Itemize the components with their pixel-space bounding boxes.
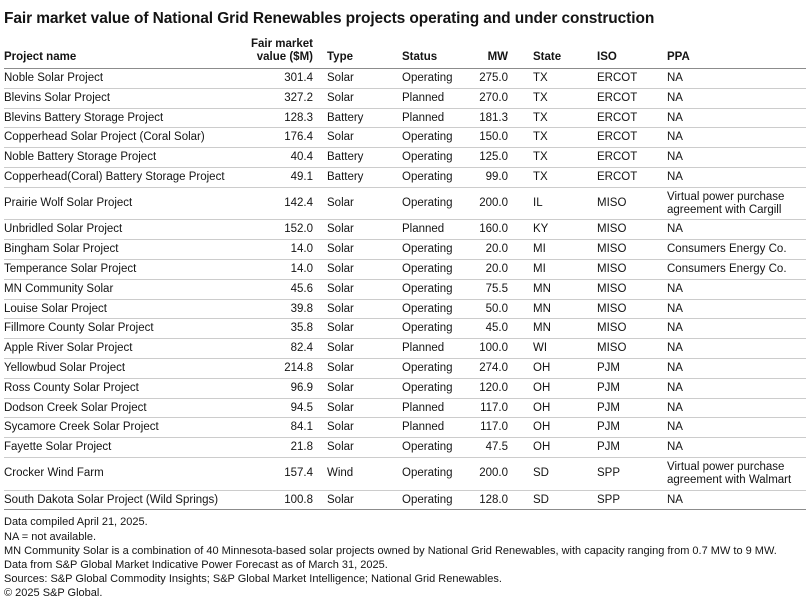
cell-status: Operating [398, 259, 474, 279]
cell-iso: MISO [593, 220, 663, 240]
table-body [4, 69, 806, 510]
cell-iso: MISO [593, 339, 663, 359]
cell-type: Solar [313, 490, 398, 510]
cell-ppa: Consumers Energy Co. [663, 240, 806, 260]
cell-mw: 117.0 [474, 418, 508, 438]
cell-type: Battery [313, 108, 398, 128]
cell-type: Solar [313, 438, 398, 458]
cell-status: Operating [398, 319, 474, 339]
cell-status: Operating [398, 128, 474, 148]
cell-mw: 50.0 [474, 299, 508, 319]
table-row [4, 187, 806, 220]
cell-state: OH [508, 378, 593, 398]
cell-status: Planned [398, 418, 474, 438]
footnote-line: Data compiled April 21, 2025. [4, 516, 148, 529]
cell-state: MN [508, 319, 593, 339]
footnote-line: © 2025 S&P Global. [4, 587, 103, 600]
cell-mw: 274.0 [474, 358, 508, 378]
cell-type: Solar [313, 69, 398, 89]
table-row [4, 339, 806, 359]
cell-project: Unbridled Solar Project [4, 220, 240, 240]
cell-state: TX [508, 128, 593, 148]
cell-state: IL [508, 187, 593, 220]
cell-ppa: NA [663, 319, 806, 339]
cell-state: TX [508, 167, 593, 187]
cell-ppa: Virtual power purchase agreement with Cargill [663, 187, 806, 220]
cell-fmv: 49.1 [240, 167, 313, 187]
cell-mw: 75.5 [474, 279, 508, 299]
cell-mw: 120.0 [474, 378, 508, 398]
cell-state: MI [508, 240, 593, 260]
footnotes [4, 515, 802, 600]
cell-state: OH [508, 438, 593, 458]
cell-type: Solar [313, 358, 398, 378]
cell-mw: 128.0 [474, 490, 508, 510]
cell-iso: MISO [593, 240, 663, 260]
cell-status: Operating [398, 167, 474, 187]
table-row [4, 259, 806, 279]
cell-fmv: 14.0 [240, 259, 313, 279]
column-header-status: Status [398, 38, 474, 69]
cell-project: Noble Solar Project [4, 69, 240, 89]
table-row [4, 490, 806, 510]
table-row [4, 418, 806, 438]
cell-type: Solar [313, 259, 398, 279]
cell-mw: 181.3 [474, 108, 508, 128]
cell-fmv: 176.4 [240, 128, 313, 148]
cell-fmv: 40.4 [240, 148, 313, 168]
cell-mw: 100.0 [474, 339, 508, 359]
cell-iso: PJM [593, 358, 663, 378]
cell-state: OH [508, 398, 593, 418]
cell-iso: SPP [593, 490, 663, 510]
cell-ppa: NA [663, 438, 806, 458]
table-row [4, 279, 806, 299]
cell-project: Yellowbud Solar Project [4, 358, 240, 378]
column-header-iso: ISO [593, 38, 663, 69]
cell-type: Solar [313, 128, 398, 148]
cell-iso: PJM [593, 398, 663, 418]
cell-iso: MISO [593, 187, 663, 220]
cell-type: Solar [313, 339, 398, 359]
cell-status: Operating [398, 69, 474, 89]
cell-state: TX [508, 69, 593, 89]
cell-project: Dodson Creek Solar Project [4, 398, 240, 418]
cell-status: Operating [398, 187, 474, 220]
cell-ppa: NA [663, 69, 806, 89]
cell-ppa: Virtual power purchase agreement with Walmart [663, 457, 806, 490]
page-title: Fair market value of National Grid Renewables projects operating and under construction [4, 10, 655, 27]
table-row [4, 378, 806, 398]
table-row [4, 358, 806, 378]
cell-type: Solar [313, 187, 398, 220]
cell-fmv: 94.5 [240, 398, 313, 418]
cell-fmv: 301.4 [240, 69, 313, 89]
cell-mw: 117.0 [474, 398, 508, 418]
cell-project: Ross County Solar Project [4, 378, 240, 398]
cell-project: Temperance Solar Project [4, 259, 240, 279]
table-row [4, 108, 806, 128]
cell-mw: 47.5 [474, 438, 508, 458]
cell-fmv: 21.8 [240, 438, 313, 458]
cell-fmv: 128.3 [240, 108, 313, 128]
cell-status: Planned [398, 108, 474, 128]
cell-status: Operating [398, 490, 474, 510]
footnote-line: MN Community Solar is a combination of 40 Minnesota-based solar projects owned by National Grid Renewables, with capacity ranging from 0.7 MW to 9 MW. [4, 544, 777, 557]
cell-iso: SPP [593, 457, 663, 490]
cell-project: South Dakota Solar Project (Wild Springs) [4, 490, 240, 510]
cell-project: Copperhead(Coral) Battery Storage Project [4, 167, 240, 187]
cell-status: Operating [398, 457, 474, 490]
cell-type: Solar [313, 418, 398, 438]
table-row [4, 319, 806, 339]
cell-iso: ERCOT [593, 88, 663, 108]
footnote-line: Sources: S&P Global Commodity Insights; S&P Global Market Intelligence; National Grid Renewables. [4, 573, 502, 586]
cell-status: Operating [398, 358, 474, 378]
cell-ppa: NA [663, 358, 806, 378]
cell-project: Fayette Solar Project [4, 438, 240, 458]
column-header-fmv: Fair market value ($M) [240, 38, 313, 69]
header-row [4, 38, 806, 69]
table-header [4, 38, 806, 69]
cell-status: Planned [398, 398, 474, 418]
cell-project: Apple River Solar Project [4, 339, 240, 359]
cell-state: SD [508, 457, 593, 490]
cell-state: WI [508, 339, 593, 359]
column-header-state: State [508, 38, 593, 69]
cell-status: Planned [398, 88, 474, 108]
column-header-ppa: PPA [663, 38, 806, 69]
cell-fmv: 82.4 [240, 339, 313, 359]
cell-ppa: NA [663, 279, 806, 299]
cell-fmv: 100.8 [240, 490, 313, 510]
cell-project: Blevins Solar Project [4, 88, 240, 108]
column-header-mw: MW [474, 38, 508, 69]
cell-ppa: NA [663, 339, 806, 359]
cell-status: Operating [398, 299, 474, 319]
table-row [4, 438, 806, 458]
cell-project: MN Community Solar [4, 279, 240, 299]
cell-ppa: NA [663, 490, 806, 510]
table-row [4, 457, 806, 490]
cell-mw: 270.0 [474, 88, 508, 108]
cell-fmv: 152.0 [240, 220, 313, 240]
table-row [4, 240, 806, 260]
cell-state: KY [508, 220, 593, 240]
cell-project: Prairie Wolf Solar Project [4, 187, 240, 220]
cell-project: Sycamore Creek Solar Project [4, 418, 240, 438]
cell-ppa: NA [663, 148, 806, 168]
table-row [4, 299, 806, 319]
cell-iso: ERCOT [593, 69, 663, 89]
cell-iso: MISO [593, 279, 663, 299]
cell-mw: 20.0 [474, 240, 508, 260]
footnote-line: NA = not available. [4, 530, 97, 543]
cell-status: Operating [398, 240, 474, 260]
cell-iso: PJM [593, 438, 663, 458]
cell-state: TX [508, 108, 593, 128]
cell-status: Planned [398, 339, 474, 359]
cell-ppa: NA [663, 108, 806, 128]
footnote-line: Data from S&P Global Market Indicative Power Forecast as of March 31, 2025. [4, 558, 388, 571]
cell-ppa: NA [663, 378, 806, 398]
cell-ppa: NA [663, 418, 806, 438]
cell-type: Solar [313, 378, 398, 398]
cell-status: Operating [398, 438, 474, 458]
cell-mw: 20.0 [474, 259, 508, 279]
projects-table [4, 38, 806, 510]
cell-mw: 99.0 [474, 167, 508, 187]
cell-state: TX [508, 148, 593, 168]
cell-project: Crocker Wind Farm [4, 457, 240, 490]
cell-iso: ERCOT [593, 108, 663, 128]
cell-mw: 200.0 [474, 457, 508, 490]
cell-ppa: NA [663, 167, 806, 187]
cell-ppa: NA [663, 220, 806, 240]
cell-mw: 200.0 [474, 187, 508, 220]
cell-fmv: 96.9 [240, 378, 313, 398]
cell-type: Wind [313, 457, 398, 490]
cell-fmv: 327.2 [240, 88, 313, 108]
cell-status: Planned [398, 220, 474, 240]
cell-project: Blevins Battery Storage Project [4, 108, 240, 128]
cell-status: Operating [398, 148, 474, 168]
cell-mw: 125.0 [474, 148, 508, 168]
cell-ppa: NA [663, 299, 806, 319]
cell-fmv: 45.6 [240, 279, 313, 299]
cell-iso: ERCOT [593, 128, 663, 148]
cell-state: MI [508, 259, 593, 279]
cell-project: Louise Solar Project [4, 299, 240, 319]
table-row [4, 220, 806, 240]
cell-ppa: NA [663, 128, 806, 148]
cell-type: Solar [313, 88, 398, 108]
cell-fmv: 157.4 [240, 457, 313, 490]
cell-fmv: 39.8 [240, 299, 313, 319]
table-row [4, 398, 806, 418]
cell-iso: MISO [593, 299, 663, 319]
cell-iso: PJM [593, 378, 663, 398]
table-row [4, 148, 806, 168]
cell-state: OH [508, 418, 593, 438]
cell-type: Battery [313, 148, 398, 168]
cell-state: SD [508, 490, 593, 510]
cell-iso: PJM [593, 418, 663, 438]
cell-iso: ERCOT [593, 148, 663, 168]
cell-state: OH [508, 358, 593, 378]
cell-iso: ERCOT [593, 167, 663, 187]
column-header-project: Project name [4, 38, 240, 69]
cell-project: Noble Battery Storage Project [4, 148, 240, 168]
cell-mw: 150.0 [474, 128, 508, 148]
cell-type: Battery [313, 167, 398, 187]
cell-type: Solar [313, 279, 398, 299]
cell-type: Solar [313, 220, 398, 240]
table-row [4, 69, 806, 89]
cell-mw: 160.0 [474, 220, 508, 240]
cell-fmv: 35.8 [240, 319, 313, 339]
cell-ppa: NA [663, 398, 806, 418]
column-header-type: Type [313, 38, 398, 69]
cell-type: Solar [313, 240, 398, 260]
cell-fmv: 84.1 [240, 418, 313, 438]
cell-type: Solar [313, 319, 398, 339]
cell-project: Copperhead Solar Project (Coral Solar) [4, 128, 240, 148]
cell-status: Operating [398, 279, 474, 299]
table-row [4, 167, 806, 187]
cell-type: Solar [313, 398, 398, 418]
cell-iso: MISO [593, 259, 663, 279]
cell-ppa: NA [663, 88, 806, 108]
table-row [4, 128, 806, 148]
cell-fmv: 142.4 [240, 187, 313, 220]
cell-state: MN [508, 299, 593, 319]
cell-project: Fillmore County Solar Project [4, 319, 240, 339]
cell-iso: MISO [593, 319, 663, 339]
cell-type: Solar [313, 299, 398, 319]
cell-mw: 45.0 [474, 319, 508, 339]
table-row [4, 88, 806, 108]
cell-status: Operating [398, 378, 474, 398]
cell-state: MN [508, 279, 593, 299]
cell-mw: 275.0 [474, 69, 508, 89]
cell-project: Bingham Solar Project [4, 240, 240, 260]
cell-state: TX [508, 88, 593, 108]
cell-fmv: 14.0 [240, 240, 313, 260]
cell-fmv: 214.8 [240, 358, 313, 378]
cell-ppa: Consumers Energy Co. [663, 259, 806, 279]
